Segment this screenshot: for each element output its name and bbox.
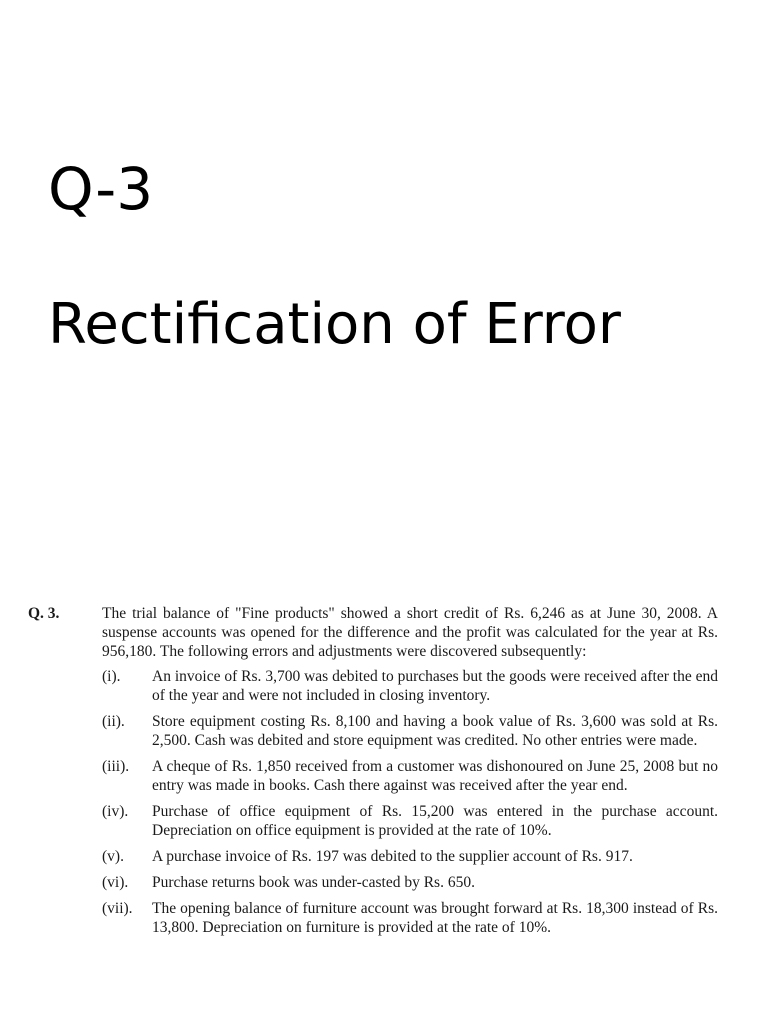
list-item <box>28 899 718 937</box>
slide-topic-title: Rectification of Error <box>48 292 621 357</box>
list-item <box>28 802 718 840</box>
item-number: (vii). <box>102 900 133 917</box>
item-text: The opening balance of furniture account was brought forward at Rs. 18,300 instead of Rs. 13,800. Depreciation on furniture is provided at the rate of 10%. <box>152 900 718 936</box>
scanned-question <box>28 604 718 944</box>
list-item <box>28 873 718 892</box>
slide-question-number: Q-3 <box>48 155 154 223</box>
list-item <box>28 847 718 866</box>
question-label: Q. 3. <box>28 605 60 622</box>
list-item <box>28 712 718 750</box>
question-header <box>28 604 718 661</box>
item-number: (i). <box>102 668 121 685</box>
item-text: Purchase returns book was under-casted by Rs. 650. <box>152 874 475 891</box>
item-text: An invoice of Rs. 3,700 was debited to purchases but the goods were received after the end of the year and were not included in closing inventory. <box>152 668 718 704</box>
item-number: (v). <box>102 848 124 865</box>
list-item <box>28 667 718 705</box>
list-item <box>28 757 718 795</box>
item-text: A cheque of Rs. 1,850 received from a customer was dishonoured on June 25, 2008 but no entry was made in books. Cash there against was received after the year end. <box>152 758 718 794</box>
item-number: (iii). <box>102 758 130 775</box>
question-stem: The trial balance of "Fine products" showed a short credit of Rs. 6,246 as at June 30, 2008. A suspense accounts was opened for the difference and the profit was calculated for the year at Rs. 956,180. The following errors and adjustments were discovered subsequently: <box>102 605 718 660</box>
item-text: A purchase invoice of Rs. 197 was debited to the supplier account of Rs. 917. <box>152 848 633 865</box>
item-text: Store equipment costing Rs. 8,100 and having a book value of Rs. 3,600 was sold at Rs. 2,500. Cash was debited and store equipment was credited. No other entries were made. <box>152 713 718 749</box>
item-number: (iv). <box>102 803 129 820</box>
item-text: Purchase of office equipment of Rs. 15,200 was entered in the purchase account. Depreciation on office equipment is provided at the rate of 10%. <box>152 803 718 839</box>
item-number: (vi). <box>102 874 129 891</box>
item-number: (ii). <box>102 713 125 730</box>
error-list <box>28 667 718 937</box>
